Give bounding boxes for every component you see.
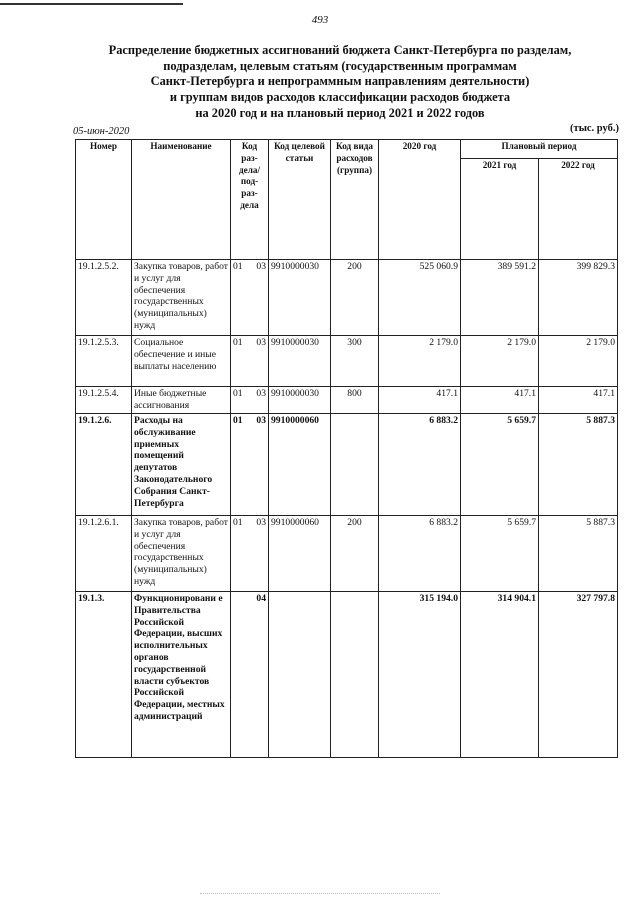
row-target-code: 9910000030 [269,336,331,387]
row-value-2021: 314 904.1 [461,592,539,758]
row-number: 19.1.2.5.4. [76,387,132,414]
row-name: Расходы на обслуживание приемных помещений депутатов Законодательного Собрания Санкт-Петербурга [132,414,231,516]
document-title [60,43,620,122]
subsection-code: 04 [256,593,266,604]
header-expense-type: Код вида расходов (группа) [331,140,379,260]
row-value-2021: 2 179.0 [461,336,539,387]
table-row [76,516,618,592]
row-name: Закупка товаров, работ и услуг для обеспечения государственных (муниципальных) нужд [132,260,231,336]
row-expense-type [331,414,379,516]
row-value-2022: 5 887.3 [539,516,618,592]
row-value-2020: 417.1 [379,387,461,414]
row-target-code: 9910000030 [269,260,331,336]
row-section-code [231,592,269,758]
section-code: 01 [233,337,243,348]
row-number: 19.1.3. [76,592,132,758]
subsection-code: 03 [256,261,266,272]
row-number: 19.1.2.6.1. [76,516,132,592]
header-2022: 2022 год [539,159,618,260]
table-row [76,592,618,758]
header-number: Номер [76,140,132,260]
header-section-code: Код раз-дела/ под-раз-дела [231,140,269,260]
row-section-code [231,336,269,387]
row-expense-type: 300 [331,336,379,387]
table-row [76,387,618,414]
row-target-code: 9910000060 [269,516,331,592]
row-value-2022: 399 829.3 [539,260,618,336]
row-value-2021: 5 659.7 [461,516,539,592]
row-number: 19.1.2.6. [76,414,132,516]
row-value-2021: 389 591.2 [461,260,539,336]
row-expense-type: 800 [331,387,379,414]
row-value-2022: 417.1 [539,387,618,414]
row-section-code [231,387,269,414]
top-rule [0,3,183,5]
table-row [76,414,618,516]
row-value-2020: 6 883.2 [379,516,461,592]
row-value-2021: 417.1 [461,387,539,414]
row-target-code: 9910000030 [269,387,331,414]
row-expense-type: 200 [331,260,379,336]
row-value-2022: 5 887.3 [539,414,618,516]
row-expense-type: 200 [331,516,379,592]
table-row [76,336,618,387]
row-section-code [231,516,269,592]
subsection-code: 03 [256,337,266,348]
section-code: 01 [233,388,243,399]
row-expense-type [331,592,379,758]
row-target-code [269,592,331,758]
row-value-2022: 327 797.8 [539,592,618,758]
row-section-code [231,260,269,336]
title-line: подразделам, целевым статьям (государственным программам [163,58,517,73]
header-target-code: Код целевой статьи [269,140,331,260]
header-name: Наименование [132,140,231,260]
title-line: Санкт-Петербурга и непрограммным направлениям деятельности) [150,74,530,89]
row-section-code [231,414,269,516]
header-2021: 2021 год [461,159,539,260]
units-label: (тыс. руб.) [570,123,619,134]
row-name: Функционировани е Правительства Российской Федерации, высших исполнительных органов государственной власти субъектов Российской Федерации, местных администраций [132,592,231,758]
row-number: 19.1.2.5.3. [76,336,132,387]
section-code: 01 [233,415,243,426]
subsection-code: 03 [256,388,266,399]
page-number: 493 [311,14,329,26]
row-value-2020: 2 179.0 [379,336,461,387]
section-code: 01 [233,261,243,272]
row-number: 19.1.2.5.2. [76,260,132,336]
budget-table [75,139,618,758]
header-planned-period: Плановый период [461,140,618,159]
subsection-code: 03 [256,415,266,426]
title-line: и группам видов расходов классификации расходов бюджета [169,90,511,105]
table-row [76,260,618,336]
title-line: на 2020 год и на плановый период 2021 и 2022 годов [195,105,485,120]
section-code: 01 [233,517,243,528]
title-line: Распределение бюджетных ассигнований бюджета Санкт-Петербурга по разделам, [108,43,572,57]
row-value-2021: 5 659.7 [461,414,539,516]
header-2020: 2020 год [379,140,461,260]
subsection-code: 03 [256,517,266,528]
row-name: Социальное обеспечение и иные выплаты населению [132,336,231,387]
row-name: Закупка товаров, работ и услуг для обеспечения государственных (муниципальных) нужд [132,516,231,592]
document-date: 05-июн-2020 [73,126,130,137]
row-value-2022: 2 179.0 [539,336,618,387]
row-name: Иные бюджетные ассигнования [132,387,231,414]
row-value-2020: 6 883.2 [379,414,461,516]
scan-noise-line [200,893,440,895]
row-value-2020: 315 194.0 [379,592,461,758]
row-target-code: 9910000060 [269,414,331,516]
row-value-2020: 525 060.9 [379,260,461,336]
